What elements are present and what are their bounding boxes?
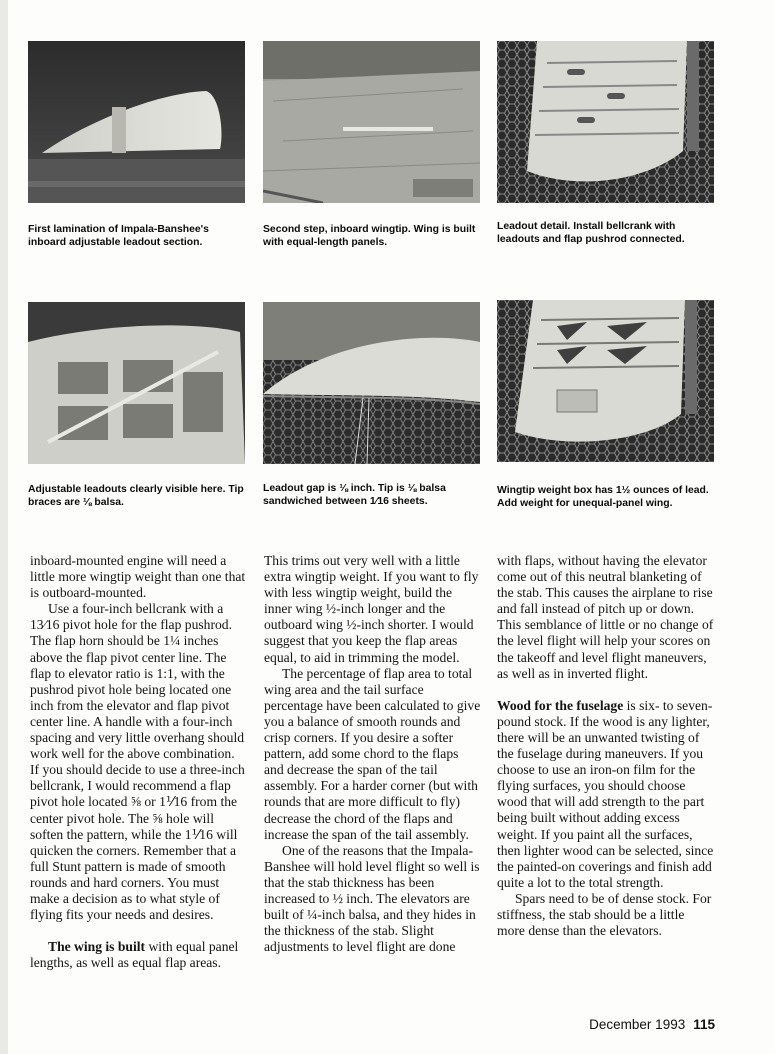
- photo-adjustable-leadouts: [28, 302, 245, 464]
- photo-leadout-gap: [263, 302, 480, 464]
- paragraph: [30, 939, 247, 971]
- caption-weight-box: Wingtip weight box has 1½ ounces of lead. Add weight for unequal-panel wing.: [497, 485, 709, 509]
- photo-leadout-detail-image: [497, 41, 714, 203]
- photo-leadout-detail: [497, 41, 714, 203]
- caption-adjustable-leadouts: Adjustable leadouts clearly visible here. Tip braces are ⅛ balsa.: [28, 484, 244, 508]
- photo-leadout-gap-image: [263, 302, 480, 464]
- photo-lamination: [28, 41, 245, 203]
- paragraph: inboard-mounted engine will need a little more wingtip weight than one that is outboard-mounted.: [30, 553, 246, 601]
- page-number: 115: [693, 1017, 715, 1032]
- subhead-wing: The wing is built: [48, 939, 146, 955]
- paragraph: One of the reasons that the Impala-Banshee will hold level flight so well is that the stab thickness has been increased to ½ inch. The elevators are built of ¼-inch balsa, and they hides in the thickness of the stab. Slight adjustments to level flight are done: [264, 842, 480, 955]
- issue-date: December 1993: [589, 1017, 686, 1032]
- page-edge: [0, 0, 8, 1054]
- paragraph: Spars need to be of dense stock. For stiffness, the stab should be a little more dense than the elevators.: [497, 890, 712, 939]
- paragraph: Use a four-inch bellcrank with a 13⁄16 pivot hole for the flap pushrod. The flap horn should be 1¼ inches above the flap pivot center line. The flap to elevator ratio is 1:1, with the pushrod pivot hole being located one inch from the elevator and flap pivot center line. A handle with a four-inch spacing and very little overhang should work well for the above combination. If you should decide to use a three-inch bellcrank, I would recommend a flap pivot hole located ⅝ or 1⅟16 from the center pivot hole. The ⅝ hole will soften the pattern, while the 1⅟16 will quicken the corners. Remember that a full Stunt pattern is made of smooth rounds and hard corners. You must make a decision as to what style of flying fits your needs and desires.: [30, 601, 245, 923]
- caption-lamination: First lamination of Impala-Banshee's inboard adjustable leadout section.: [28, 224, 209, 248]
- paragraph-text: with equal panel lengths, as well as equal flap areas.: [30, 939, 239, 971]
- paragraph: The percentage of flap area to total wing area and the tail surface percentage have been calculated to give you a balance of smooth rounds and crisp corners. If you desire a softer pattern, add some chord to the flaps and decrease the span of the tail assembly. For a harder corner (but with rounds that are more difficult to fly) decrease the chord of the flaps and increase the span of the tail assembly.: [264, 665, 481, 842]
- photo-weight-box: [497, 300, 714, 462]
- photo-adjustable-leadouts-image: [28, 302, 245, 464]
- photo-lamination-image: [28, 41, 245, 203]
- photo-inboard-wingtip-image: [263, 41, 480, 203]
- article-column-3: [497, 553, 715, 939]
- paragraph: with flaps, without having the elevator come out of this neutral blanketing of the stab. This causes the airplane to rise and fall instead of pitch up or down. This semblance of little or no change of the level flight will help your scores on the takeoff and level flight maneuvers, as well as in inverted flight.: [497, 553, 714, 681]
- article-column-2: [264, 553, 481, 955]
- article-column-1: [30, 553, 247, 971]
- caption-leadout-detail: Leadout detail. Install bellcrank with leadouts and flap pushrod connected.: [497, 221, 685, 245]
- paragraph: [497, 698, 715, 891]
- paragraph: This trims out very well with a little extra wingtip weight. If you want to fly with less wingtip weight, build the inner wing ½-inch longer and the outboard wing ½-inch shorter. I would suggest that you keep the flap areas equal, to aid in trimming the model.: [264, 553, 479, 665]
- subhead-fuselage: Wood for the fuselage: [497, 697, 624, 713]
- page-footer: [589, 1017, 715, 1032]
- photo-inboard-wingtip: [263, 41, 480, 203]
- caption-leadout-gap: Leadout gap is ⅛ inch. Tip is ⅛ balsa sandwiched between 1⁄16 sheets.: [263, 483, 446, 507]
- photo-weight-box-image: [497, 300, 714, 462]
- caption-inboard-wingtip: Second step, inboard wingtip. Wing is built with equal-length panels.: [263, 224, 476, 248]
- paragraph-text: is six- to seven-pound stock. If the wood is any lighter, there will be an unwanted twisting of the fuselage during maneuvers. If you choose to use an iron-on film for the flying surfaces, you should choose wood that will add strength to the part being built without adding excess weight. If you paint all the surfaces, then lighter wood can be selected, since the painted-on coverings and finish add quite a lot to the total strength.: [497, 697, 714, 890]
